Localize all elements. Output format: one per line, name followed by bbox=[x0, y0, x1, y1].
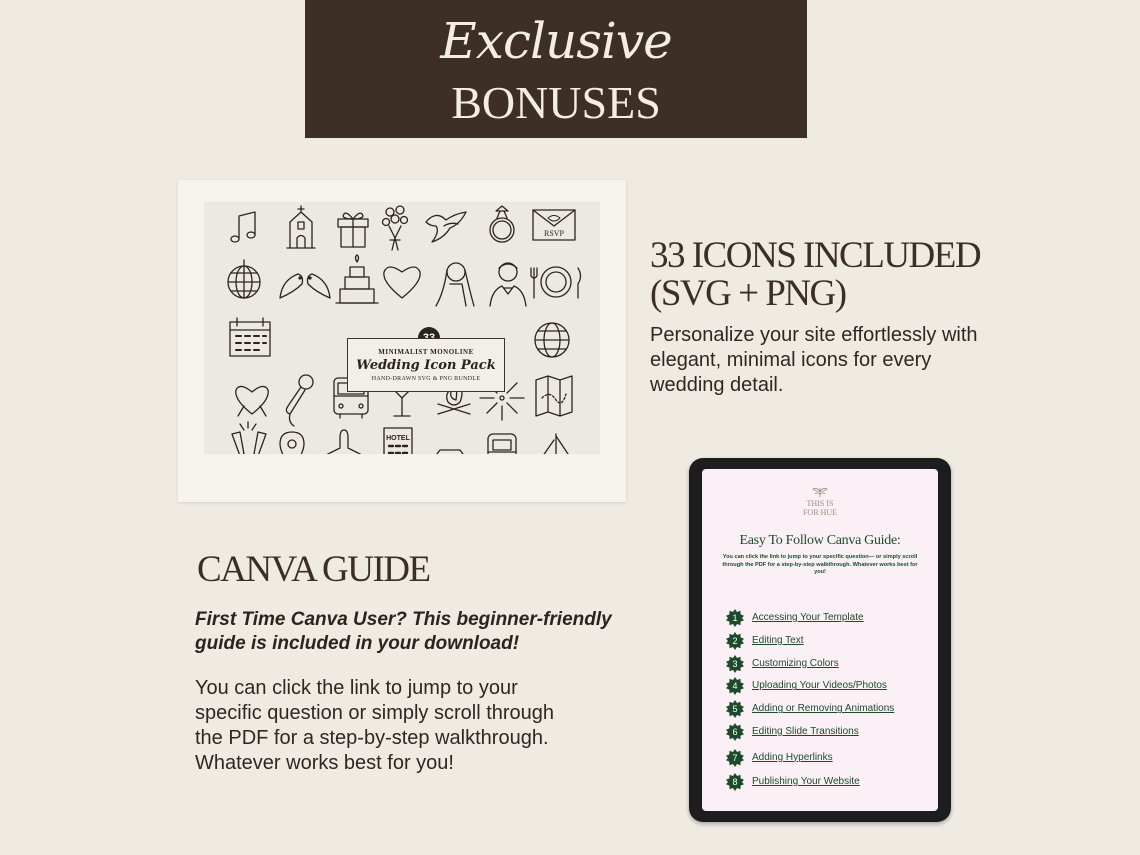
hotel-icon bbox=[384, 428, 412, 454]
header-caps-title: BONUSES bbox=[451, 77, 661, 128]
item-number: 8 bbox=[732, 776, 738, 787]
canva-guide-subtitle: First Time Canva User? This beginner-friendly guide is included in your download! bbox=[195, 609, 612, 654]
icon-pack-line1: MINIMALIST MONOLINE bbox=[378, 348, 474, 356]
rsvp-label: RSVP bbox=[543, 229, 565, 238]
hotel-label: HOTEL bbox=[386, 435, 410, 442]
guide-topic-list bbox=[726, 609, 926, 795]
gift-icon bbox=[338, 213, 368, 247]
number-badge-icon bbox=[726, 632, 744, 650]
location-pin-icon bbox=[280, 432, 304, 454]
disco-ball-icon bbox=[228, 260, 260, 298]
tram-icon bbox=[488, 434, 516, 454]
heart-ribbon-icon bbox=[236, 386, 268, 416]
guide-list-item bbox=[726, 677, 926, 700]
icon-pack-card bbox=[178, 180, 626, 502]
brand-logo-line1: THIS IS bbox=[806, 499, 834, 508]
map-icon bbox=[536, 376, 572, 416]
leaf-logo-icon bbox=[810, 486, 830, 498]
guide-description: You can click the link to jump to your specific question— or simply scroll through the PDF for a step-by-step walkthrough. Whatever works best for you! bbox=[722, 554, 918, 575]
wedding-cake-icon bbox=[336, 255, 378, 303]
icons-title-line1: 33 ICONS INCLUDED bbox=[650, 235, 981, 276]
number-badge-icon bbox=[726, 655, 744, 673]
header-script-title: Exclusive bbox=[440, 12, 672, 70]
bouquet-icon bbox=[383, 206, 408, 250]
icons-title-line2: (SVG + PNG) bbox=[650, 273, 846, 314]
groom-icon bbox=[490, 263, 526, 306]
guide-link-uploading-media[interactable]: Uploading Your Videos/Photos bbox=[752, 680, 887, 692]
tablet-mockup bbox=[689, 458, 951, 822]
tablet-screen bbox=[702, 469, 938, 811]
heart-icon bbox=[384, 267, 420, 298]
item-number: 5 bbox=[732, 704, 738, 715]
bride-icon bbox=[436, 263, 474, 306]
canva-guide-title: CANVA GUIDE bbox=[197, 549, 430, 590]
number-badge-icon bbox=[726, 773, 744, 791]
guide-link-publishing[interactable]: Publishing Your Website bbox=[752, 775, 860, 787]
guide-link-editing-text[interactable]: Editing Text bbox=[752, 634, 804, 646]
chapel-icon bbox=[287, 206, 315, 248]
icon-pack-label bbox=[347, 338, 505, 392]
guide-list-item bbox=[726, 749, 926, 772]
item-number: 4 bbox=[732, 681, 738, 692]
icon-pack-line2: Wedding Icon Pack bbox=[356, 358, 496, 373]
guide-heading: Easy To Follow Canva Guide: bbox=[739, 533, 901, 548]
number-badge-icon bbox=[726, 700, 744, 718]
airplane-icon bbox=[324, 430, 364, 454]
guide-link-customizing-colors[interactable]: Customizing Colors bbox=[752, 657, 839, 669]
guide-list-item bbox=[726, 700, 926, 723]
guide-list-item bbox=[726, 655, 926, 678]
brand-logo-text bbox=[702, 499, 938, 517]
item-number: 7 bbox=[732, 752, 738, 763]
doves-icon bbox=[426, 212, 466, 242]
guide-list-item bbox=[726, 609, 926, 632]
icon-pack-sheet bbox=[204, 202, 600, 454]
microphone-icon bbox=[286, 375, 313, 426]
lovebirds-icon bbox=[280, 274, 330, 298]
canva-guide-body: You can click the link to jump to your specific question or simply scroll through the PDF for a step-by-step walkthrough. Whatever works best for you! bbox=[195, 677, 555, 774]
item-number: 3 bbox=[732, 658, 738, 669]
number-badge-icon bbox=[726, 677, 744, 695]
guide-link-hyperlinks[interactable]: Adding Hyperlinks bbox=[752, 751, 833, 763]
place-setting-icon bbox=[531, 267, 581, 298]
guide-link-animations[interactable]: Adding or Removing Animations bbox=[752, 703, 895, 715]
champagne-toast-icon bbox=[230, 422, 268, 454]
item-number: 6 bbox=[732, 726, 738, 737]
rsvp-envelope-icon bbox=[533, 210, 575, 240]
guide-link-accessing-template[interactable]: Accessing Your Template bbox=[752, 612, 864, 623]
number-badge-icon bbox=[726, 609, 744, 627]
guide-list-item bbox=[726, 632, 926, 655]
icons-section-title bbox=[650, 237, 1010, 313]
brand-logo-line2: FOR HUE bbox=[802, 508, 837, 517]
calendar-icon bbox=[230, 318, 270, 356]
icons-section-description: Personalize your site effortlessly with elegant, minimal icons for every wedding detail. bbox=[650, 324, 978, 396]
sailboat-icon bbox=[536, 434, 576, 454]
globe-icon bbox=[535, 323, 569, 357]
header-banner bbox=[305, 0, 807, 138]
guide-link-slide-transitions[interactable]: Editing Slide Transitions bbox=[752, 725, 859, 737]
item-number: 1 bbox=[732, 613, 738, 623]
item-number: 2 bbox=[732, 635, 738, 646]
music-note-icon bbox=[231, 212, 255, 242]
car-icon bbox=[434, 450, 470, 454]
guide-list-item bbox=[726, 773, 926, 796]
number-badge-icon bbox=[726, 749, 744, 767]
guide-list-item bbox=[726, 723, 926, 746]
ring-icon bbox=[490, 206, 514, 242]
number-badge-icon bbox=[726, 723, 744, 741]
icon-pack-line3: HAND-DRAWN SVG & PNG BUNDLE bbox=[371, 376, 481, 382]
